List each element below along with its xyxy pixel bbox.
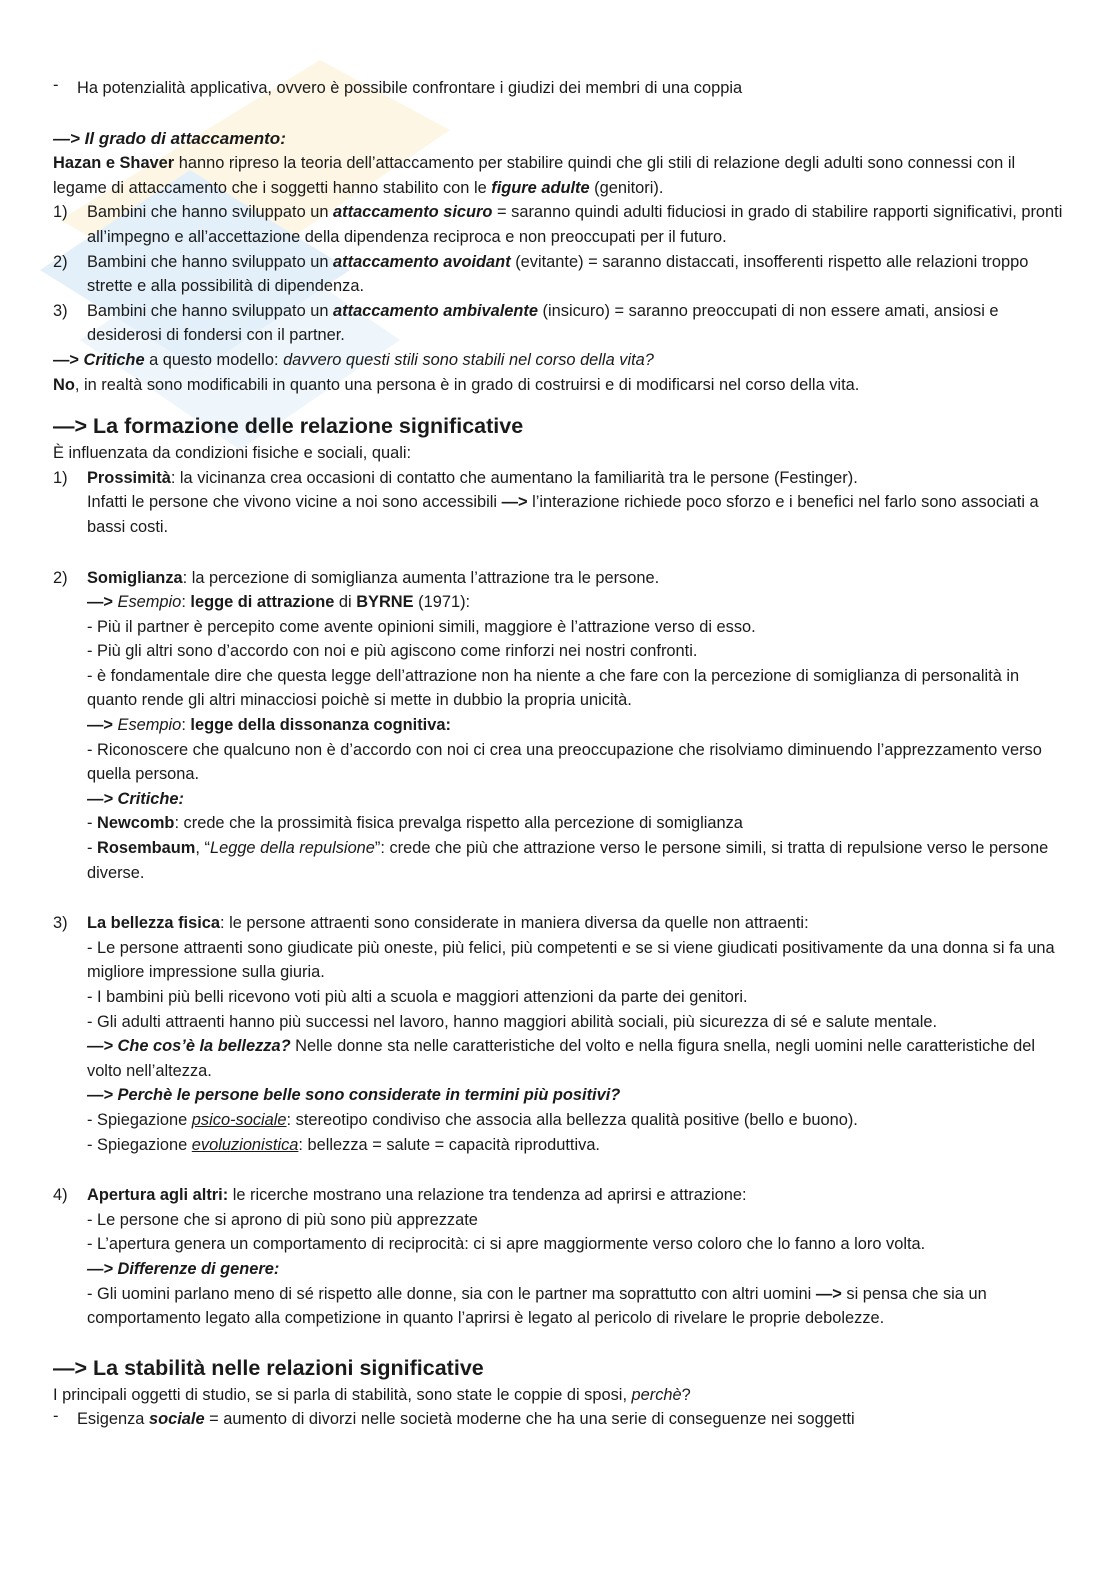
list-text-end: = saranno quindi adulti fiduciosi in grado di stabilire rapporti significativi, pronti all’impegno e all’accettazione della dipendenza reciproca e non preoccupati per il futuro.	[87, 203, 1063, 246]
example-byrne	[87, 590, 1063, 615]
item-somiglianza	[53, 566, 1063, 886]
critique-rosembaum	[87, 836, 1063, 885]
text: di	[334, 593, 357, 612]
item-title: Somiglianza	[87, 568, 183, 587]
law-name: Legge della repulsione	[209, 839, 375, 858]
separator: :	[181, 716, 191, 735]
dash: -	[87, 814, 98, 833]
list-text: Bambini che hanno sviluppato un	[87, 301, 334, 320]
example-label: Esempio	[117, 716, 182, 735]
answer-line	[53, 373, 1063, 398]
law-name: legge della dissonanza cognitiva:	[190, 716, 451, 735]
text: Esigenza	[77, 1410, 149, 1429]
paragraph-text: hanno ripreso la teoria dell’attaccamento per stabilire quindi che gli stili di relazione degli adulti sono connessi con il legame di attaccamento che i soggetti hanno stabilito con le	[53, 154, 1016, 197]
list-number: 3)	[53, 914, 68, 933]
arrow-marker: —>	[53, 350, 84, 369]
formazione-intro: È influenzata da condizioni fisiche e sociali, quali:	[53, 444, 412, 463]
text: Nelle donne sta nelle caratteristiche del volto e nella figura snella, negli uomini nelle caratteristiche del volto nell’altezza.	[87, 1037, 1035, 1080]
emphasis-sociale: sociale	[148, 1410, 205, 1429]
list-line-uomini	[87, 1282, 1063, 1331]
text: ”: crede che più che attrazione verso le persone simili, si tratta di repulsione verso le persone diverse.	[87, 839, 1049, 882]
stabilita-bullet	[53, 1407, 1063, 1432]
intro-bullet	[53, 76, 1063, 101]
item-text: : le persone attraenti sono considerate in maniera diversa da quelle non attraenti:	[220, 914, 809, 933]
list-text-end: (insicuro) = saranno preoccupati di non essere amati, ansiosi e desiderosi di fondersi con il partner.	[87, 301, 999, 345]
example-dissonanza	[87, 713, 1063, 738]
emphasis-figure-adulte: figure adulte	[491, 178, 590, 197]
answer-no: No	[53, 375, 75, 394]
law-name: legge di attrazione	[190, 593, 335, 612]
item-title: La bellezza fisica	[87, 914, 221, 933]
answer-text: , in realtà sono modificabili in quanto una persona è in grado di costruirsi e di modificarsi nel corso della vita.	[74, 375, 860, 394]
list-text: Bambini che hanno sviluppato un	[87, 203, 334, 222]
item-title: Apertura agli altri:	[87, 1186, 229, 1205]
author-hazan-shaver: Hazan e Shaver	[53, 154, 175, 173]
dash-marker: -	[53, 1407, 59, 1426]
paragraph-end: (genitori).	[589, 178, 664, 197]
separator: :	[181, 593, 191, 612]
critiche-label: Critiche	[83, 350, 145, 369]
stabilita-intro	[53, 1383, 1063, 1408]
list-number: 1)	[53, 203, 68, 222]
document-body	[53, 76, 1063, 1432]
item-apertura-altri	[53, 1183, 1063, 1331]
punct: ?	[681, 1385, 691, 1404]
critiche-question: davvero questi stili sono stabili nel corso della vita?	[283, 350, 654, 369]
item-text: : la percezione di somiglianza aumenta l’attrazione tra le persone.	[182, 568, 660, 587]
list-line: - Le persone che si aprono di più sono più apprezzate	[87, 1210, 478, 1229]
list-number: 3)	[53, 301, 68, 320]
dash-marker: -	[53, 76, 59, 94]
list-number: 1)	[53, 468, 68, 487]
question-word: perchè	[631, 1385, 682, 1404]
list-emphasis: attaccamento sicuro	[333, 203, 493, 222]
list-number: 4)	[53, 1186, 68, 1205]
item-text: : la vicinanza crea occasioni di contatto che aumentano la familiarità tra le persone (Festinger).	[170, 468, 858, 487]
spiegazione-psico-sociale	[87, 1108, 1063, 1133]
year: (1971):	[413, 593, 471, 612]
list-text-end: (evitante) = saranno distaccati, insofferenti rispetto alle relazioni troppo strette e alla possibilità di dipendenza.	[87, 252, 1029, 296]
text: : bellezza = salute = capacità riproduttiva.	[298, 1135, 600, 1154]
text: = aumento di divorzi nelle società moderne che ha una serie di conseguenze nei soggetti	[204, 1410, 855, 1429]
item-text: le ricerche mostrano una relazione tra tendenza ad aprirsi e attrazione:	[228, 1186, 747, 1205]
list-line: - Più il partner è percepito come avente opinioni simili, maggiore è l’attrazione verso di esso.	[87, 617, 756, 636]
list-item-attaccamento-sicuro	[53, 200, 1063, 249]
differenze-heading: —> Differenze di genere:	[87, 1259, 280, 1278]
list-emphasis: attaccamento avoidant	[333, 252, 511, 271]
quote-open: , “	[195, 839, 210, 858]
critiche-heading: —> Critiche:	[87, 789, 184, 808]
arrow-marker: —>	[87, 716, 118, 735]
list-line: - Più gli altri sono d’accordo con noi e più agiscono come rinforzi nei nostri confronti.	[87, 642, 698, 661]
term: evoluzionistica	[191, 1135, 299, 1154]
text: - Spiegazione	[87, 1110, 192, 1129]
arrow-marker: —>	[87, 593, 118, 612]
question-perche: —> Perchè le persone belle sono considerate in termini più positivi?	[87, 1086, 621, 1105]
author-rosembaum: Rosembaum	[97, 839, 196, 858]
text: si pensa che sia un comportamento legato alla competizione in quanto l’aprirsi è legato al pericolo di rivelare le proprie debolezze.	[87, 1284, 987, 1328]
list-line: - I bambini più belli ricevono voti più alti a scuola e maggiori attenzioni da parte dei genitori.	[87, 988, 748, 1006]
dash: -	[87, 839, 98, 858]
list-number: 2)	[53, 568, 68, 587]
text: - Spiegazione	[87, 1135, 192, 1154]
question: —> Che cos’è la bellezza?	[87, 1037, 291, 1056]
list-line: - è fondamentale dire che questa legge dell’attrazione non ha niente a che fare con la percezione di somiglianza di personalità in quanto rende gli altri minacciosi poichè si mette in dubbio la propria unicità.	[87, 666, 1020, 710]
text: : crede che la prossimità fisica prevalga rispetto alla percezione di somiglianza	[174, 814, 743, 833]
list-text: Bambini che hanno sviluppato un	[87, 252, 334, 271]
item-text: Infatti le persone che vivono vicine a noi sono accessibili	[87, 493, 502, 512]
heading-formazione-relazioni: —> La formazione delle relazione significative	[53, 414, 524, 439]
list-line: - L’apertura genera un comportamento di reciprocità: ci si apre maggiormente verso coloro che lo fanno a loro volta.	[87, 1235, 926, 1254]
item-title: Prossimità	[87, 468, 171, 487]
text: : stereotipo condiviso che associa alla bellezza qualità positive (bello e buono).	[286, 1110, 858, 1129]
list-line: - Le persone attraenti sono giudicate più oneste, più felici, più competenti e se si viene giudicati positivamente da una donna si fa una migliore impressione sulla giuria.	[87, 938, 1055, 982]
item-bellezza-fisica	[53, 911, 1063, 1157]
example-label: Esempio	[117, 593, 182, 612]
arrow-marker: —>	[501, 493, 528, 512]
list-line: - Gli adulti attraenti hanno più successi nel lavoro, hanno maggiori abilità sociali, più sicurezza di sé e salute mentale.	[87, 1012, 938, 1031]
text: - Gli uomini parlano meno di sé rispetto alle donne, sia con le partner ma soprattutto con altri uomini	[87, 1284, 816, 1303]
item-prossimita	[53, 466, 1063, 540]
author-newcomb: Newcomb	[97, 814, 175, 833]
term: psico-sociale	[191, 1110, 287, 1129]
list-line: - Riconoscere che qualcuno non è d’accordo con noi ci crea una preoccupazione che risolviamo diminuendo l’apprezzamento verso quella persona.	[87, 740, 1042, 784]
spiegazione-evoluzionistica	[87, 1133, 1063, 1158]
arrow-marker: —>	[815, 1284, 842, 1303]
critiche-text: a questo modello:	[144, 350, 284, 369]
question-bellezza	[87, 1034, 1063, 1083]
item-text: l’interazione richiede poco sforzo e i benefici nel farlo sono associati a bassi costi.	[87, 493, 1039, 536]
critiche-line	[53, 348, 1063, 373]
critique-newcomb	[87, 811, 1063, 836]
heading-grado-attaccamento: —> Il grado di attaccamento:	[53, 128, 286, 148]
list-number: 2)	[53, 252, 68, 271]
text: I principali oggetti di studio, se si parla di stabilità, sono state le coppie di sposi,	[53, 1385, 632, 1404]
author-byrne: BYRNE	[356, 593, 414, 612]
intro-text: Ha potenzialità applicativa, ovvero è possibile confrontare i giudizi dei membri di una coppia	[77, 79, 743, 97]
paragraph-hazan-shaver	[53, 151, 1063, 200]
list-item-attaccamento-avoidant	[53, 250, 1063, 299]
list-emphasis: attaccamento ambivalente	[333, 301, 538, 320]
list-item-attaccamento-ambivalente	[53, 299, 1063, 348]
heading-stabilita-relazioni: —> La stabilità nelle relazioni significative	[53, 1355, 484, 1380]
